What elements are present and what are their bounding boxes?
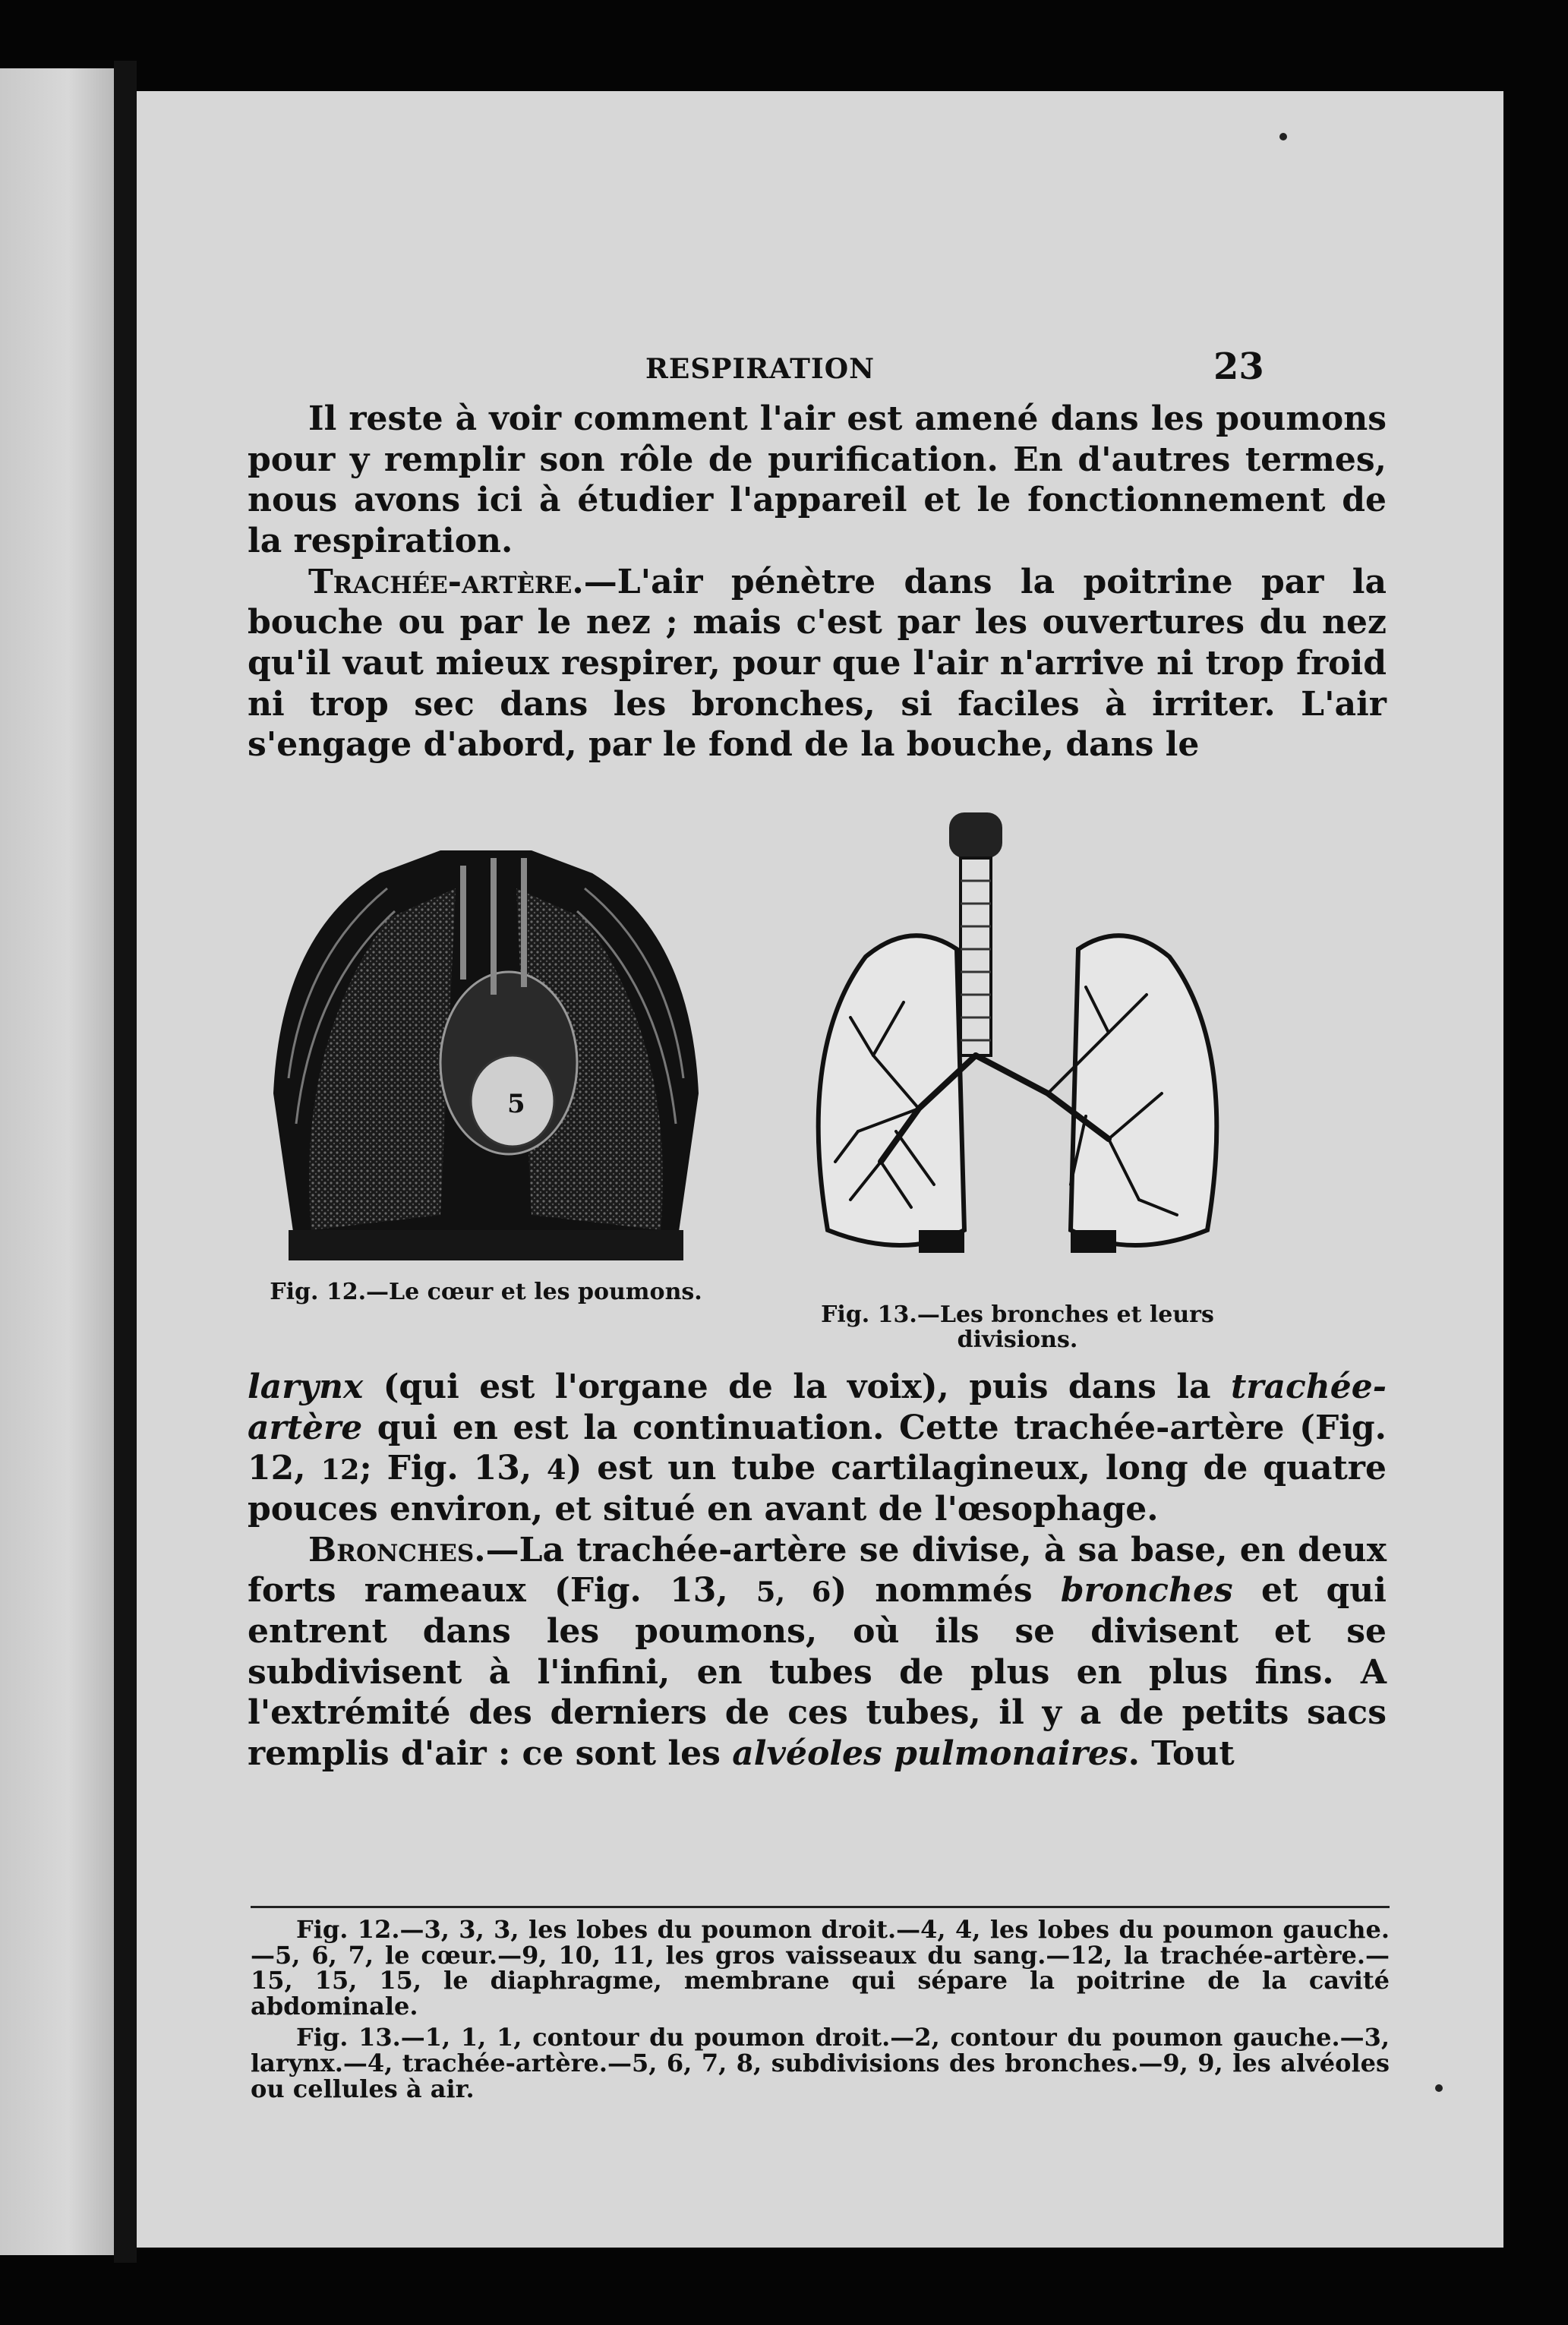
footnote-rule bbox=[251, 1906, 1390, 1908]
book-page bbox=[137, 91, 1503, 2248]
figure-ref-number: 12 bbox=[320, 1453, 360, 1487]
text-span: ) nommés bbox=[831, 1571, 1061, 1610]
text-span: et qui entrent dans les poumons, où ils se divisent et se subdivisent à l'infini, en tubes de plus en plus fins. A l'extrémité des derniers de ces tubes, il y a de petits sacs remplis d'air : ce sont les bbox=[248, 1571, 1387, 1774]
figure-13-caption: Fig. 13.—Les bronches et leurs divisions. bbox=[821, 1301, 1214, 1353]
book-gutter bbox=[114, 61, 137, 2263]
text-span: . Tout bbox=[1128, 1734, 1235, 1774]
term-larynx: larynx bbox=[248, 1368, 364, 1406]
paragraph-trachee-text: —L'air pénètre dans la poitrine par la bouche ou par le nez ; mais c'est par les ouvertures du nez qu'il vaut mieux respirer, pour que l'air n'arrive ni trop froid ni trop sec dans les bronches, si faciles à irriter. L'air s'engage d'abord, par le fond de la bouche, dans le bbox=[248, 562, 1387, 765]
figure-ref-number: 5, 6 bbox=[756, 1576, 831, 1609]
page-header bbox=[137, 338, 1503, 399]
heart-lungs-illustration bbox=[251, 805, 721, 1268]
figure-12-label-5: 5 bbox=[507, 1089, 525, 1119]
bronchi-illustration bbox=[782, 805, 1390, 1298]
paragraph-intro: Il reste à voir comment l'air est amené dans les poumons pour y remplir son rôle de purification. En d'autres termes, nous avons ici à étudier l'appareil et le fonctionnement de la respiration. bbox=[248, 399, 1387, 561]
section-heading-bronches: Bronches. bbox=[308, 1530, 486, 1569]
figure-13 bbox=[782, 805, 1390, 1435]
figure-12 bbox=[251, 805, 721, 1382]
paragraph-trachee bbox=[248, 562, 1387, 765]
text-span: ) est un tube cartilagineux, long de quatre pouces environ, et situé en avant de l'œsophage. bbox=[248, 1449, 1387, 1529]
text-span: (qui est l'organe de la voix), puis dans la bbox=[363, 1368, 1231, 1406]
running-head: RESPIRATION bbox=[645, 353, 875, 385]
speck bbox=[1279, 133, 1287, 140]
figure-12-caption: Fig. 12.—Le cœur et les poumons. bbox=[270, 1279, 702, 1305]
section-heading-trachee: Trachée-artère. bbox=[308, 562, 584, 601]
paragraph-bronches bbox=[248, 1530, 1387, 1775]
speck bbox=[1435, 2084, 1443, 2092]
paragraph-larynx bbox=[248, 1367, 1387, 1530]
figures bbox=[251, 805, 1390, 1435]
text-span: qui en est la continuation. Cette trachée-artère (Fig. 12, bbox=[248, 1408, 1387, 1488]
term-alveoles: alvéoles pulmonaires bbox=[732, 1734, 1128, 1774]
text-span: —La trachée-artère se divise, à sa base, en deux forts rameaux (Fig. 13, bbox=[248, 1530, 1387, 1610]
term-bronches: bronches bbox=[1060, 1571, 1233, 1610]
footnote-fig13: Fig. 13.—1, 1, 1, contour du poumon droit.—2, contour du poumon gauche.—3, larynx.—4, trachée-artère.—5, 6, 7, 8, subdivisions des bronches.—9, 9, les alvéoles ou cellules à air. bbox=[251, 2023, 1390, 2103]
term-trachee-artere: trachée-artère bbox=[248, 1368, 1387, 1447]
text-block-bottom bbox=[248, 1367, 1387, 1775]
footnote-fig12: Fig. 12.—3, 3, 3, les lobes du poumon droit.—4, 4, les lobes du poumon gauche.—5, 6, 7, le cœur.—9, 10, 11, les gros vaisseaux du sang.—12, la trachée-artère.—15, 15, 15, le diaphragme, membrane qui sépare la poitrine de la cavité abdominale. bbox=[251, 1915, 1390, 2021]
figure-ref-number: 4 bbox=[547, 1453, 566, 1487]
facing-page-edge bbox=[0, 68, 114, 2255]
page-number: 23 bbox=[1213, 345, 1264, 388]
text-block-top bbox=[248, 399, 1387, 765]
footnotes bbox=[251, 1917, 1390, 2108]
text-span: ; Fig. 13, bbox=[359, 1449, 547, 1488]
